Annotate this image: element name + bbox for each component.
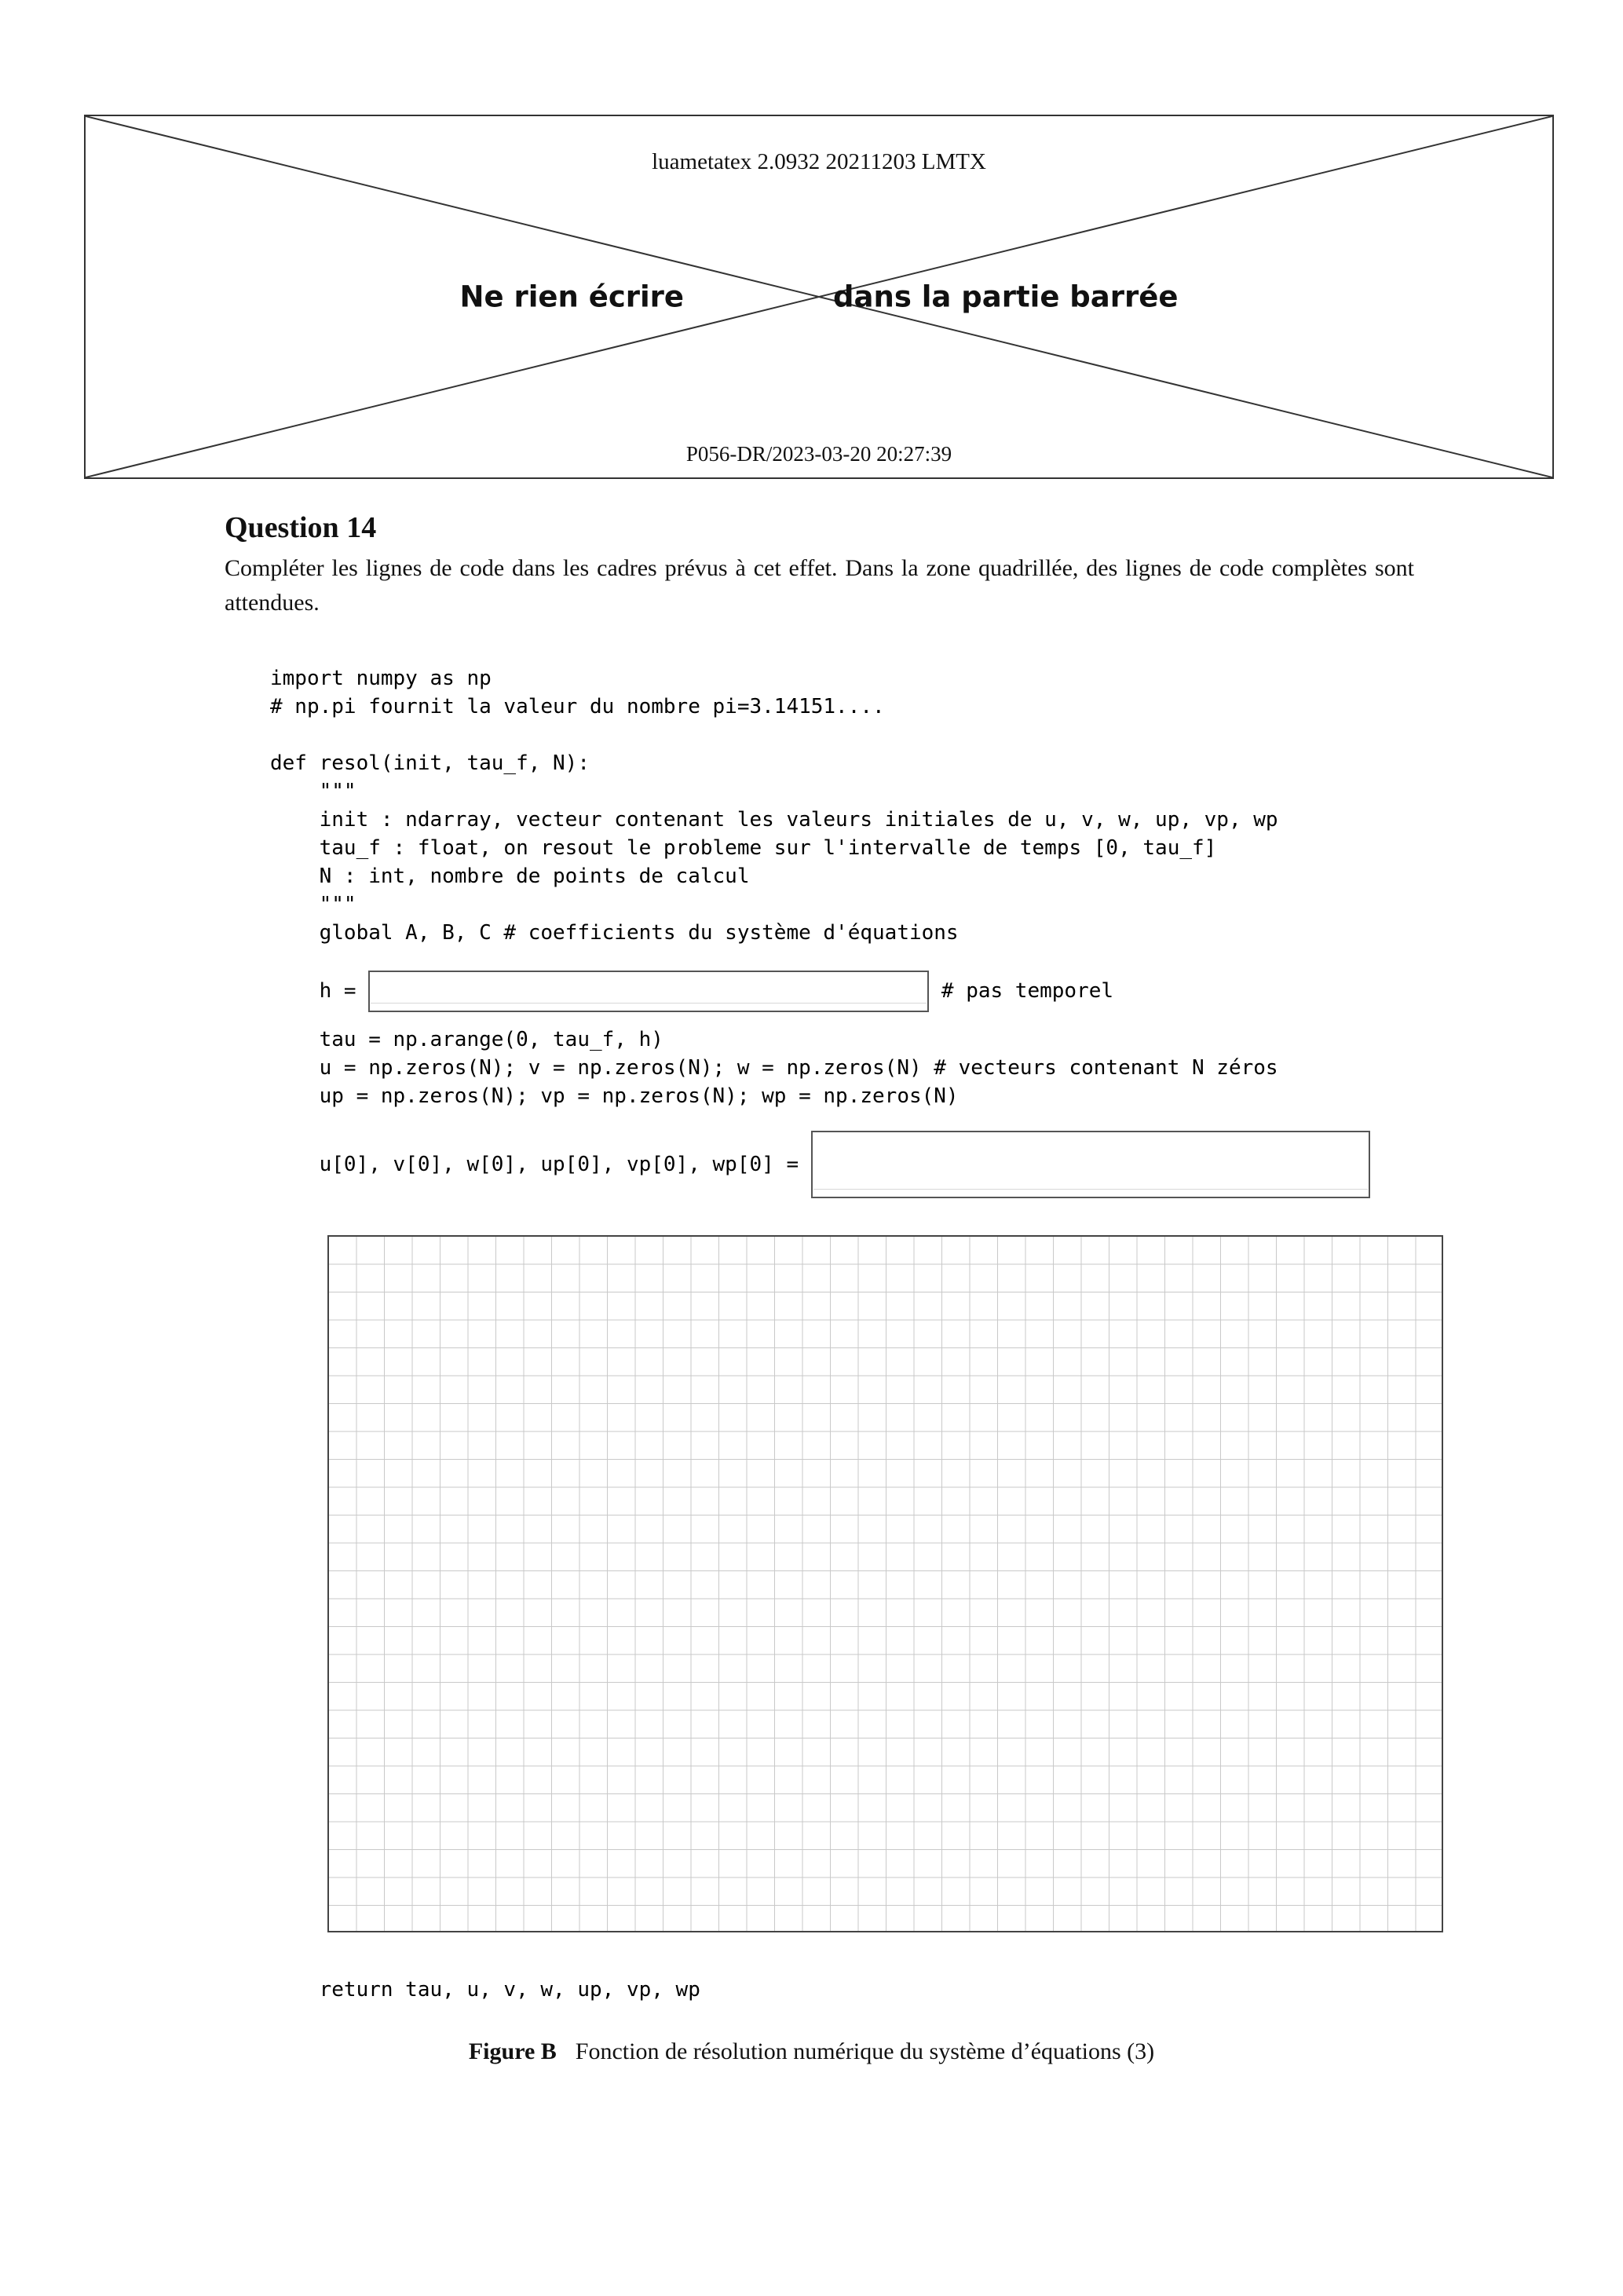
- do-not-write-labels: [86, 280, 1552, 314]
- code-line-pi-comment: # np.pi fournit la valeur du nombre pi=3.14151....: [270, 695, 885, 718]
- spacer: [270, 721, 1370, 749]
- answer-grid[interactable]: [327, 1235, 1443, 1932]
- code-line-docstring-open: """: [270, 780, 356, 803]
- code-line-docstring-close: """: [270, 893, 356, 916]
- code-line-doc-tauf: tau_f : float, on resout le probleme sur l'intervalle de temps [0, tau_f]: [270, 836, 1217, 860]
- code-line-uvw-zeros: u = np.zeros(N); v = np.zeros(N); w = np.zeros(N) # vecteurs contenant N zéros: [270, 1056, 1278, 1080]
- code-line-import: import numpy as np: [270, 667, 492, 690]
- spacer: [270, 1013, 1370, 1026]
- question-instructions: Compléter les lignes de code dans les cadres prévus à cet effet. Dans la zone quadrillée, des lignes de code complètes sont attendues.: [225, 555, 1414, 616]
- initial-values-label: u[0], v[0], w[0], up[0], vp[0], wp[0] =: [270, 1153, 811, 1176]
- figure-caption: [0, 2038, 1623, 2065]
- h-comment: # pas temporel: [929, 979, 1114, 1003]
- do-not-write-right-label: dans la partie barrée: [833, 280, 1179, 314]
- do-not-write-left-label: Ne rien écrire: [459, 280, 685, 314]
- answer-box-h-value[interactable]: [368, 971, 929, 1012]
- figure-label: Figure B: [468, 2038, 557, 2064]
- code-line-return: return tau, u, v, w, up, vp, wp: [270, 1978, 700, 2002]
- code-line-doc-init: init : ndarray, vecteur contenant les valeurs initiales de u, v, w, up, vp, wp: [270, 808, 1278, 832]
- figure-caption-text: Fonction de résolution numérique du système d’équations (3): [575, 2038, 1155, 2064]
- code-block-return: [270, 1976, 700, 2004]
- question-title: Question 14: [225, 511, 377, 544]
- code-line-def: def resol(init, tau_f, N):: [270, 751, 590, 775]
- code-block: [270, 664, 1370, 1200]
- engine-version-text: luametatex 2.0932 20211203 LMTX: [652, 149, 986, 174]
- do-not-write-banner: [84, 115, 1554, 479]
- code-line-initial-values-assignment: [270, 1129, 1370, 1200]
- code-line-doc-n: N : int, nombre de points de calcul: [270, 865, 750, 888]
- h-label: h =: [270, 979, 369, 1003]
- answer-box-initial-values[interactable]: [811, 1131, 1370, 1198]
- spacer: [270, 1110, 1370, 1129]
- code-line-h-assignment: [270, 969, 1370, 1013]
- code-line-global: global A, B, C # coefficients du système d'équations: [270, 921, 959, 945]
- spacer: [270, 947, 1370, 969]
- code-line-tau: tau = np.arange(0, tau_f, h): [270, 1028, 663, 1051]
- code-line-upvpwp-zeros: up = np.zeros(N); vp = np.zeros(N); wp = np.zeros(N): [270, 1084, 959, 1108]
- document-stamp-text: P056-DR/2023-03-20 20:27:39: [685, 442, 952, 466]
